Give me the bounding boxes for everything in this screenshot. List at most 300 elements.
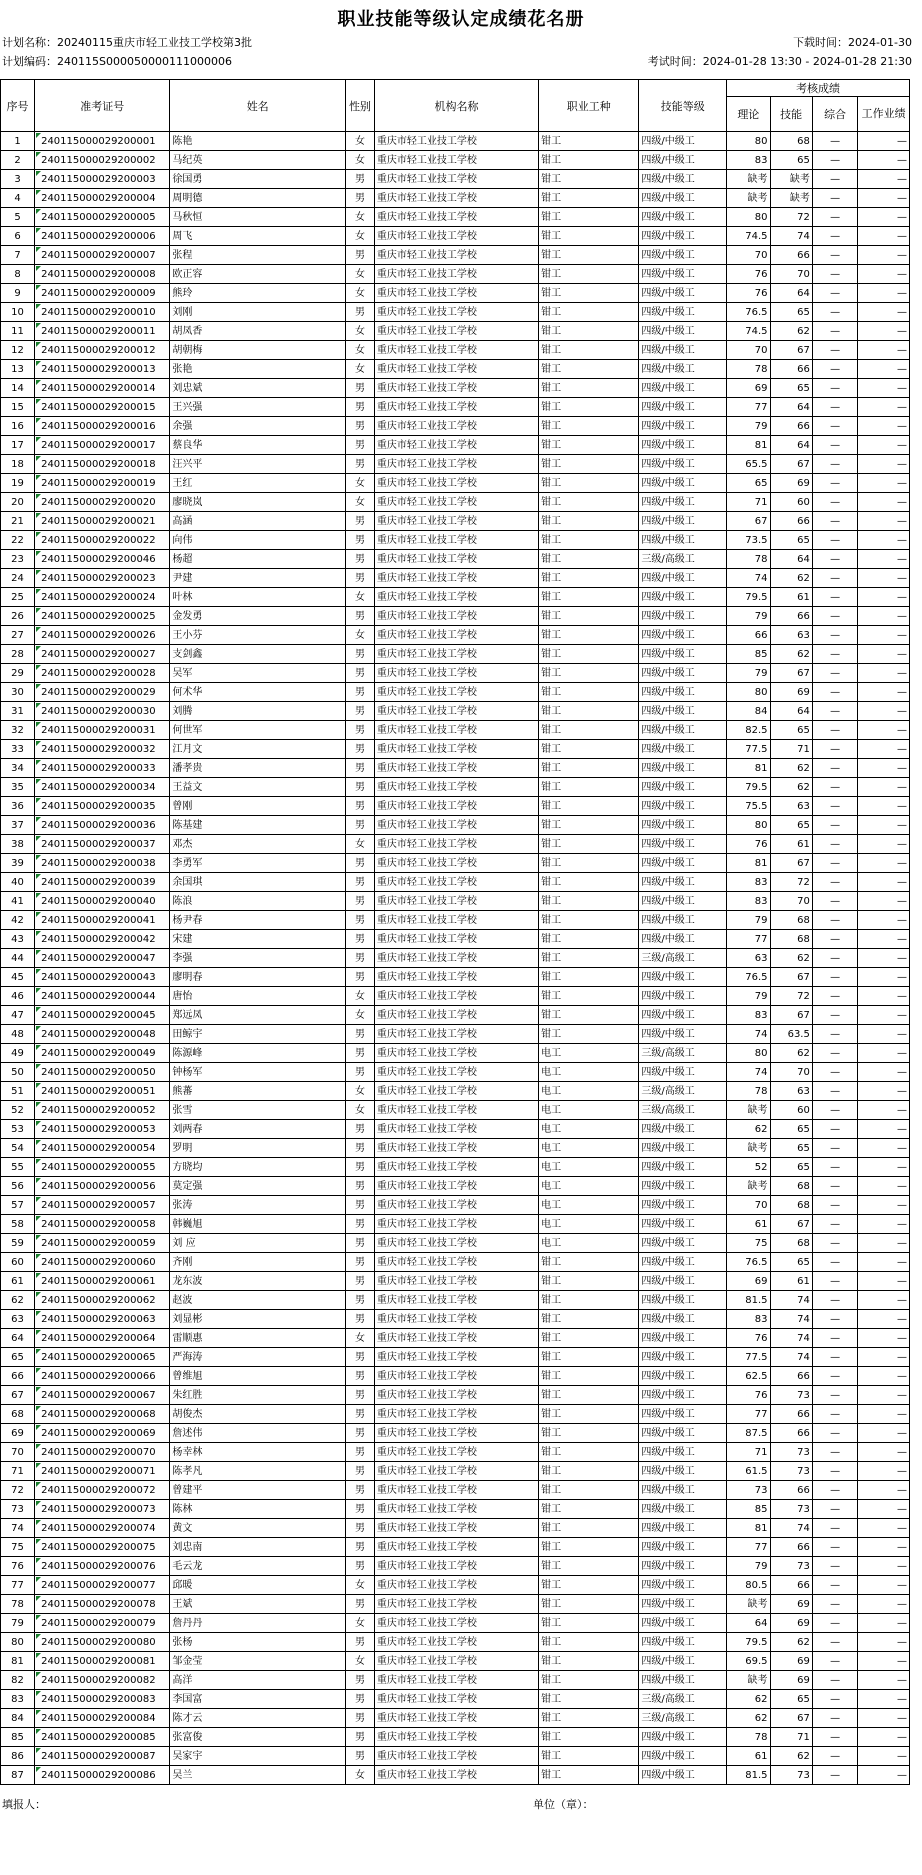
cell-level: 四级/中级工 — [639, 987, 727, 1006]
cell-level: 四级/中级工 — [639, 1481, 727, 1500]
table-row — [1, 1633, 910, 1652]
cell-work: — — [858, 702, 910, 721]
cell-gender: 男 — [345, 1671, 374, 1690]
cell-job: 钳工 — [539, 1272, 639, 1291]
cell-theory: 76 — [727, 284, 770, 303]
cell-org: 重庆市轻工业技工学校 — [374, 1766, 538, 1785]
cell-name: 吴家宇 — [170, 1747, 346, 1766]
cell-gender: 女 — [345, 1576, 374, 1595]
cell-comprehensive: — — [812, 1063, 857, 1082]
cell-work: — — [858, 1405, 910, 1424]
cell-seq: 55 — [1, 1158, 35, 1177]
cell-org: 重庆市轻工业技工学校 — [374, 1158, 538, 1177]
cell-job: 钳工 — [539, 1348, 639, 1367]
cell-level: 四级/中级工 — [639, 1329, 727, 1348]
cell-gender: 男 — [345, 1500, 374, 1519]
cell-exam-id: 240115000029200029 — [35, 683, 170, 702]
cell-exam-id: 240115000029200013 — [35, 360, 170, 379]
cell-exam-id: 240115000029200039 — [35, 873, 170, 892]
cell-gender: 男 — [345, 379, 374, 398]
cell-name: 李强 — [170, 949, 346, 968]
cell-job: 钳工 — [539, 284, 639, 303]
cell-name: 周明德 — [170, 189, 346, 208]
cell-name: 雷顺惠 — [170, 1329, 346, 1348]
cell-work: — — [858, 1082, 910, 1101]
cell-theory: 61.5 — [727, 1462, 770, 1481]
cell-work: — — [858, 208, 910, 227]
cell-job: 钳工 — [539, 1405, 639, 1424]
cell-comprehensive: — — [812, 132, 857, 151]
cell-seq: 38 — [1, 835, 35, 854]
cell-gender: 男 — [345, 550, 374, 569]
cell-org: 重庆市轻工业技工学校 — [374, 1063, 538, 1082]
cell-seq: 62 — [1, 1291, 35, 1310]
cell-org: 重庆市轻工业技工学校 — [374, 1310, 538, 1329]
table-row — [1, 1557, 910, 1576]
cell-job: 钳工 — [539, 341, 639, 360]
cell-skill: 66 — [770, 360, 812, 379]
cell-gender: 女 — [345, 227, 374, 246]
cell-comprehensive: — — [812, 1424, 857, 1443]
cell-level: 四级/中级工 — [639, 1652, 727, 1671]
cell-theory: 80 — [727, 816, 770, 835]
cell-comprehensive: — — [812, 1101, 857, 1120]
cell-seq: 67 — [1, 1386, 35, 1405]
cell-gender: 男 — [345, 1633, 374, 1652]
cell-comprehensive: — — [812, 1500, 857, 1519]
cell-level: 三级/高级工 — [639, 1101, 727, 1120]
cell-gender: 女 — [345, 341, 374, 360]
cell-exam-id: 240115000029200045 — [35, 1006, 170, 1025]
cell-job: 钳工 — [539, 854, 639, 873]
cell-level: 四级/中级工 — [639, 816, 727, 835]
cell-skill: 61 — [770, 835, 812, 854]
cell-work: — — [858, 1348, 910, 1367]
table-row — [1, 1367, 910, 1386]
cell-comprehensive: — — [812, 246, 857, 265]
cell-seq: 17 — [1, 436, 35, 455]
cell-level: 四级/中级工 — [639, 1120, 727, 1139]
cell-theory: 76 — [727, 1386, 770, 1405]
cell-org: 重庆市轻工业技工学校 — [374, 208, 538, 227]
cell-exam-id: 240115000029200071 — [35, 1462, 170, 1481]
cell-gender: 男 — [345, 759, 374, 778]
cell-theory: 62 — [727, 1709, 770, 1728]
cell-gender: 女 — [345, 322, 374, 341]
cell-job: 电工 — [539, 1139, 639, 1158]
table-row — [1, 816, 910, 835]
cell-gender: 女 — [345, 1101, 374, 1120]
cell-name: 徐国勇 — [170, 170, 346, 189]
table-row — [1, 1139, 910, 1158]
cell-work: — — [858, 151, 910, 170]
cell-skill: 74 — [770, 1329, 812, 1348]
cell-gender: 男 — [345, 1025, 374, 1044]
cell-comprehensive: — — [812, 1139, 857, 1158]
cell-level: 四级/中级工 — [639, 1595, 727, 1614]
cell-theory: 74.5 — [727, 322, 770, 341]
cell-job: 钳工 — [539, 1614, 639, 1633]
table-row — [1, 645, 910, 664]
table-row — [1, 284, 910, 303]
cell-work: — — [858, 227, 910, 246]
cell-level: 四级/中级工 — [639, 1367, 727, 1386]
cell-skill: 72 — [770, 208, 812, 227]
cell-level: 四级/中级工 — [639, 1747, 727, 1766]
cell-name: 罗明 — [170, 1139, 346, 1158]
cell-seq: 60 — [1, 1253, 35, 1272]
cell-name: 齐刚 — [170, 1253, 346, 1272]
table-row — [1, 1595, 910, 1614]
cell-work: — — [858, 1044, 910, 1063]
cell-theory: 79.5 — [727, 778, 770, 797]
cell-gender: 男 — [345, 1177, 374, 1196]
table-row — [1, 1614, 910, 1633]
cell-skill: 65 — [770, 151, 812, 170]
cell-level: 四级/中级工 — [639, 1310, 727, 1329]
cell-skill: 65 — [770, 1158, 812, 1177]
cell-org: 重庆市轻工业技工学校 — [374, 740, 538, 759]
cell-level: 四级/中级工 — [639, 911, 727, 930]
cell-comprehensive: — — [812, 1044, 857, 1063]
cell-org: 重庆市轻工业技工学校 — [374, 588, 538, 607]
cell-skill: 65 — [770, 1120, 812, 1139]
cell-seq: 34 — [1, 759, 35, 778]
cell-work: — — [858, 360, 910, 379]
cell-org: 重庆市轻工业技工学校 — [374, 170, 538, 189]
cell-gender: 女 — [345, 987, 374, 1006]
table-row — [1, 246, 910, 265]
cell-gender: 男 — [345, 892, 374, 911]
cell-org: 重庆市轻工业技工学校 — [374, 1538, 538, 1557]
cell-skill: 61 — [770, 588, 812, 607]
table-row — [1, 1158, 910, 1177]
cell-org: 重庆市轻工业技工学校 — [374, 987, 538, 1006]
cell-name: 王益文 — [170, 778, 346, 797]
cell-level: 四级/中级工 — [639, 1557, 727, 1576]
cell-gender: 男 — [345, 1424, 374, 1443]
cell-comprehensive: — — [812, 683, 857, 702]
cell-comprehensive: — — [812, 1576, 857, 1595]
cell-org: 重庆市轻工业技工学校 — [374, 1253, 538, 1272]
table-row — [1, 1747, 910, 1766]
cell-comprehensive: — — [812, 854, 857, 873]
cell-name: 钟杨军 — [170, 1063, 346, 1082]
cell-gender: 男 — [345, 1690, 374, 1709]
table-row — [1, 797, 910, 816]
cell-job: 钳工 — [539, 322, 639, 341]
cell-level: 三级/高级工 — [639, 1709, 727, 1728]
cell-comprehensive: — — [812, 1234, 857, 1253]
cell-job: 电工 — [539, 1234, 639, 1253]
cell-theory: 78 — [727, 1728, 770, 1747]
cell-org: 重庆市轻工业技工学校 — [374, 683, 538, 702]
cell-name: 何世军 — [170, 721, 346, 740]
cell-skill: 68 — [770, 1177, 812, 1196]
cell-exam-id: 240115000029200053 — [35, 1120, 170, 1139]
cell-gender: 男 — [345, 645, 374, 664]
cell-exam-id: 240115000029200080 — [35, 1633, 170, 1652]
cell-work: — — [858, 1253, 910, 1272]
cell-org: 重庆市轻工业技工学校 — [374, 265, 538, 284]
cell-theory: 77.5 — [727, 1348, 770, 1367]
cell-skill: 65 — [770, 379, 812, 398]
cell-gender: 男 — [345, 854, 374, 873]
table-row — [1, 835, 910, 854]
cell-exam-id: 240115000029200048 — [35, 1025, 170, 1044]
cell-exam-id: 240115000029200008 — [35, 265, 170, 284]
cell-theory: 77 — [727, 1538, 770, 1557]
cell-job: 钳工 — [539, 550, 639, 569]
cell-exam-id: 240115000029200023 — [35, 569, 170, 588]
cell-org: 重庆市轻工业技工学校 — [374, 474, 538, 493]
cell-theory: 76.5 — [727, 1253, 770, 1272]
cell-exam-id: 240115000029200082 — [35, 1671, 170, 1690]
cell-level: 四级/中级工 — [639, 189, 727, 208]
table-row — [1, 1386, 910, 1405]
cell-gender: 男 — [345, 1481, 374, 1500]
cell-skill: 61 — [770, 1272, 812, 1291]
cell-level: 四级/中级工 — [639, 778, 727, 797]
cell-job: 钳工 — [539, 303, 639, 322]
cell-gender: 女 — [345, 284, 374, 303]
cell-skill: 65 — [770, 721, 812, 740]
cell-work: — — [858, 930, 910, 949]
cell-seq: 52 — [1, 1101, 35, 1120]
cell-name: 汪兴平 — [170, 455, 346, 474]
cell-work: — — [858, 455, 910, 474]
cell-gender: 男 — [345, 303, 374, 322]
cell-comprehensive: — — [812, 1386, 857, 1405]
cell-skill: 68 — [770, 1196, 812, 1215]
cell-comprehensive: — — [812, 702, 857, 721]
cell-exam-id: 240115000029200081 — [35, 1652, 170, 1671]
cell-level: 四级/中级工 — [639, 607, 727, 626]
cell-level: 四级/中级工 — [639, 1272, 727, 1291]
cell-comprehensive: — — [812, 208, 857, 227]
cell-comprehensive: — — [812, 1538, 857, 1557]
cell-gender: 女 — [345, 1082, 374, 1101]
cell-skill: 66 — [770, 1538, 812, 1557]
cell-name: 韩巍旭 — [170, 1215, 346, 1234]
cell-org: 重庆市轻工业技工学校 — [374, 1215, 538, 1234]
cell-level: 四级/中级工 — [639, 740, 727, 759]
table-row — [1, 740, 910, 759]
cell-work: — — [858, 569, 910, 588]
cell-name: 周飞 — [170, 227, 346, 246]
table-row — [1, 702, 910, 721]
cell-work: — — [858, 588, 910, 607]
cell-seq: 45 — [1, 968, 35, 987]
cell-name: 陈孝凡 — [170, 1462, 346, 1481]
cell-theory: 87.5 — [727, 1424, 770, 1443]
download-time: 下载时间：2024-01-30 — [793, 36, 912, 49]
cell-org: 重庆市轻工业技工学校 — [374, 455, 538, 474]
table-row — [1, 303, 910, 322]
table-row — [1, 930, 910, 949]
cell-gender: 男 — [345, 1728, 374, 1747]
cell-level: 三级/高级工 — [639, 1690, 727, 1709]
cell-theory: 82.5 — [727, 721, 770, 740]
cell-exam-id: 240115000029200021 — [35, 512, 170, 531]
cell-comprehensive: — — [812, 1253, 857, 1272]
cell-org: 重庆市轻工业技工学校 — [374, 1291, 538, 1310]
cell-exam-id: 240115000029200059 — [35, 1234, 170, 1253]
cell-exam-id: 240115000029200072 — [35, 1481, 170, 1500]
cell-work: — — [858, 1234, 910, 1253]
cell-skill: 62 — [770, 569, 812, 588]
cell-seq: 28 — [1, 645, 35, 664]
cell-theory: 52 — [727, 1158, 770, 1177]
cell-job: 钳工 — [539, 1576, 639, 1595]
cell-gender: 女 — [345, 151, 374, 170]
cell-exam-id: 240115000029200074 — [35, 1519, 170, 1538]
cell-seq: 82 — [1, 1671, 35, 1690]
cell-name: 黄文 — [170, 1519, 346, 1538]
cell-theory: 79 — [727, 417, 770, 436]
cell-work: — — [858, 1443, 910, 1462]
cell-job: 钳工 — [539, 474, 639, 493]
cell-work: — — [858, 1329, 910, 1348]
cell-name: 高洋 — [170, 1671, 346, 1690]
cell-comprehensive: — — [812, 1633, 857, 1652]
cell-level: 四级/中级工 — [639, 1139, 727, 1158]
cell-seq: 77 — [1, 1576, 35, 1595]
cell-theory: 83 — [727, 1310, 770, 1329]
cell-exam-id: 240115000029200066 — [35, 1367, 170, 1386]
cell-level: 四级/中级工 — [639, 1025, 727, 1044]
cell-theory: 85 — [727, 1500, 770, 1519]
score-table — [0, 79, 910, 1785]
cell-gender: 男 — [345, 1291, 374, 1310]
cell-exam-id: 240115000029200010 — [35, 303, 170, 322]
cell-work: — — [858, 759, 910, 778]
cell-exam-id: 240115000029200057 — [35, 1196, 170, 1215]
cell-level: 四级/中级工 — [639, 322, 727, 341]
cell-gender: 男 — [345, 170, 374, 189]
cell-work: — — [858, 1728, 910, 1747]
cell-job: 钳工 — [539, 626, 639, 645]
header-seq: 序号 — [1, 80, 35, 132]
table-row — [1, 1576, 910, 1595]
cell-skill: 69 — [770, 1652, 812, 1671]
cell-gender: 男 — [345, 417, 374, 436]
cell-name: 向伟 — [170, 531, 346, 550]
cell-name: 刘腾 — [170, 702, 346, 721]
cell-gender: 男 — [345, 911, 374, 930]
cell-skill: 69 — [770, 1614, 812, 1633]
cell-seq: 31 — [1, 702, 35, 721]
cell-exam-id: 240115000029200005 — [35, 208, 170, 227]
cell-name: 唐怡 — [170, 987, 346, 1006]
cell-org: 重庆市轻工业技工学校 — [374, 1348, 538, 1367]
cell-level: 四级/中级工 — [639, 1063, 727, 1082]
cell-job: 钳工 — [539, 759, 639, 778]
table-row — [1, 1348, 910, 1367]
cell-theory: 76 — [727, 1329, 770, 1348]
cell-seq: 35 — [1, 778, 35, 797]
cell-theory: 67 — [727, 512, 770, 531]
cell-exam-id: 240115000029200025 — [35, 607, 170, 626]
cell-theory: 70 — [727, 246, 770, 265]
cell-skill: 74 — [770, 1310, 812, 1329]
cell-job: 钳工 — [539, 436, 639, 455]
cell-job: 钳工 — [539, 379, 639, 398]
cell-org: 重庆市轻工业技工学校 — [374, 1025, 538, 1044]
cell-comprehensive: — — [812, 835, 857, 854]
cell-theory: 缺考 — [727, 1177, 770, 1196]
cell-skill: 67 — [770, 854, 812, 873]
table-row — [1, 1766, 910, 1785]
cell-comprehensive: — — [812, 1405, 857, 1424]
cell-comprehensive: — — [812, 607, 857, 626]
cell-comprehensive: — — [812, 322, 857, 341]
cell-comprehensive: — — [812, 626, 857, 645]
cell-seq: 87 — [1, 1766, 35, 1785]
cell-job: 电工 — [539, 1082, 639, 1101]
cell-skill: 67 — [770, 455, 812, 474]
cell-theory: 73.5 — [727, 531, 770, 550]
cell-seq: 58 — [1, 1215, 35, 1234]
cell-work: — — [858, 341, 910, 360]
cell-job: 钳工 — [539, 1481, 639, 1500]
cell-skill: 缺考 — [770, 170, 812, 189]
cell-exam-id: 240115000029200011 — [35, 322, 170, 341]
cell-seq: 81 — [1, 1652, 35, 1671]
cell-org: 重庆市轻工业技工学校 — [374, 189, 538, 208]
cell-work: — — [858, 797, 910, 816]
cell-org: 重庆市轻工业技工学校 — [374, 626, 538, 645]
cell-skill: 73 — [770, 1766, 812, 1785]
cell-work: — — [858, 892, 910, 911]
table-row — [1, 1671, 910, 1690]
plan-name: 计划名称：20240115重庆市轻工业技工学校第3批 — [2, 36, 252, 49]
cell-theory: 80 — [727, 1044, 770, 1063]
cell-seq: 74 — [1, 1519, 35, 1538]
filler-label: 填报人： — [2, 1798, 46, 1811]
cell-name: 陈林 — [170, 1500, 346, 1519]
cell-name: 陈才云 — [170, 1709, 346, 1728]
cell-theory: 76 — [727, 835, 770, 854]
cell-job: 钳工 — [539, 664, 639, 683]
cell-skill: 65 — [770, 1253, 812, 1272]
table-row — [1, 664, 910, 683]
cell-seq: 71 — [1, 1462, 35, 1481]
cell-level: 四级/中级工 — [639, 531, 727, 550]
cell-comprehensive: — — [812, 360, 857, 379]
cell-work: — — [858, 1747, 910, 1766]
cell-skill: 72 — [770, 987, 812, 1006]
cell-job: 钳工 — [539, 1538, 639, 1557]
cell-seq: 42 — [1, 911, 35, 930]
cell-job: 钳工 — [539, 1386, 639, 1405]
cell-level: 四级/中级工 — [639, 1424, 727, 1443]
cell-seq: 3 — [1, 170, 35, 189]
cell-work: — — [858, 531, 910, 550]
cell-work: — — [858, 1481, 910, 1500]
cell-work: — — [858, 322, 910, 341]
table-row — [1, 170, 910, 189]
cell-org: 重庆市轻工业技工学校 — [374, 1481, 538, 1500]
cell-seq: 9 — [1, 284, 35, 303]
cell-exam-id: 240115000029200016 — [35, 417, 170, 436]
cell-org: 重庆市轻工业技工学校 — [374, 227, 538, 246]
cell-level: 四级/中级工 — [639, 132, 727, 151]
cell-job: 钳工 — [539, 512, 639, 531]
cell-work: — — [858, 1595, 910, 1614]
cell-work: — — [858, 1557, 910, 1576]
cell-skill: 74 — [770, 1348, 812, 1367]
